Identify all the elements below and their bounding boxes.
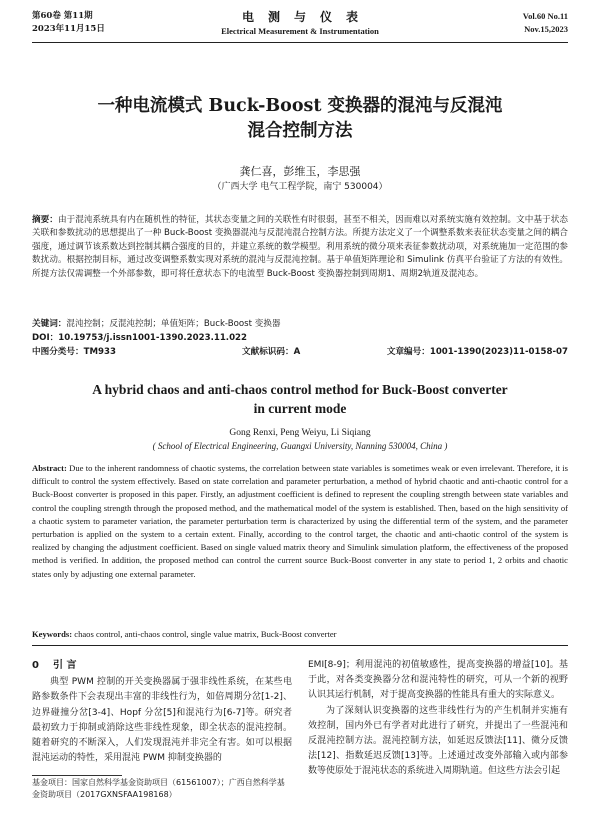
journal-name-en: Electrical Measurement & Instrumentation <box>221 26 379 36</box>
abstract-en-label: Abstract: <box>32 463 67 473</box>
section-number: 0 <box>32 660 39 671</box>
keywords-cn-label: 关键词： <box>32 319 67 329</box>
abstract-rule <box>32 645 568 646</box>
abstract-cn-text: 由于混沌系统具有内在随机性的特征，其状态变量之间的关联性有时很弱，甚至不相关，因而难以对系统实施有效控制。文中基于状态关联和参数扰动的思想提出了一种 Buck-Boost 变换器混沌与反混沌混合控制方法。所提方法定义了一个调整系数来表征状态变量之间的耦合强度，通过调节该系数达到控制其耦合强度的目的，并建立系统的数学模型。利用系统的微分项来表征参数扰动项，对系统施加一定范围的参数扰动。根据控制目标，通过改变调整系数实现对系统的混沌与反混沌控制。基于单值矩阵理论和 Simulink 仿真平台验证了方法的有效性。所提方法仅需调整一个外部参数，即可将任意状态下的电流型 Buck-Boost 变换器控制到周期1、周期2轨道及混沌态。 <box>32 215 568 279</box>
volume-en: Vol.60 No.11 <box>522 11 568 21</box>
keywords-en-label: Keywords: <box>32 629 73 639</box>
doi: DOI：10.19753/j.issn1001-1390.2023.11.022 <box>32 333 248 343</box>
keywords-cn-text: 混沌控制；反混沌控制；单值矩阵；Buck-Boost 变换器 <box>66 319 281 329</box>
paper-title-en-line2: in current mode <box>253 401 347 416</box>
header-center <box>32 10 568 38</box>
journal-name-cn: 电测与仪表 <box>241 10 372 24</box>
authors-en: Gong Renxi, Peng Weiyu, Li Siqiang <box>229 428 371 438</box>
affiliation-en: ( School of Electrical Engineering, Guangxi University, Nanning 530004, China ) <box>152 441 448 451</box>
keywords-en <box>32 628 568 641</box>
authors-block-en <box>32 426 568 453</box>
footnote-rule <box>32 775 122 776</box>
document-code: 文献标识码：A <box>242 347 301 357</box>
issue-date: 2023年11月15日 <box>32 24 105 34</box>
header-right <box>523 10 568 36</box>
funding-note: 基金项目：国家自然科学基金资助项目（61561007）；广西自然科学基金资助项目（2017GXNSFAA198168） <box>32 778 285 799</box>
body-column-left <box>32 658 292 766</box>
abstract-en-text: Due to the inherent randomness of chaotic systems, the correlation between state variables is sometimes weak or even irrelevant. Therefore, it is difficult to control the system effectively. Based on state correlation and parameter perturbation, a method of hybrid chaotic and anti-chaotic control for a Buck-Boost converter is proposed in this paper. Firstly, an adjustment coefficient is defined to represent the coupling strength between state variables and control the coupling strength through the proposed method, and the mathematical model of the system is established. Then, based on the high sensitivity of a chaotic system to parameter variation, the parameter perturbation term is characterized by using the differential term of the system, and the parameter perturbation is applied on the system to a certain extent. Finally, according to the control target, the chaotic and anti-chaotic control of the system is realized by changing the adjustment coefficient. Based on single valued matrix theory and Simulink simulation platform, the effectiveness of the proposed method is verified. In addition, the proposed method can control the current source Buck-Boost converter in any state to period 1, 2 orbits and chaotic states only by adjusting one external parameter. <box>32 463 568 579</box>
keywords-en-text: chaos control, anti-chaos control, single value matrix, Buck-Boost converter <box>72 629 337 639</box>
authors-block-cn <box>32 164 568 194</box>
abstract-en <box>32 462 568 581</box>
header-rule <box>32 42 568 43</box>
clc-code: 中图分类号：TM933 <box>32 347 116 357</box>
section-heading <box>32 658 292 673</box>
affiliation-cn: （广西大学 电气工程学院，南宁 530004） <box>212 182 388 192</box>
abstract-cn <box>32 214 568 281</box>
section-title: 引 言 <box>52 660 77 671</box>
paper-title-cn-line1: 一种电流模式 Buck-Boost 变换器的混沌与反混沌 <box>97 96 503 116</box>
authors-cn: 龚仁喜，彭维玉，李思强 <box>239 165 361 178</box>
date-en: Nov.15,2023 <box>524 24 568 34</box>
title-block-cn <box>32 94 568 144</box>
title-block-en <box>32 380 568 418</box>
keywords-cn <box>32 318 568 331</box>
paper-title-en-line1: A hybrid chaos and anti-chaos control method for Buck-Boost converter <box>92 382 508 397</box>
body-paragraph: 典型 PWM 控制的开关变换器属于强非线性系统，在某些电路参数条件下会表现出丰富的非线性行为，如倍周期分岔[1-2]、边界碰撞分岔[3-4]、Hopf 分岔[5]和混沌行为[6-7]等。研究者最初致力于抑制或消除这些非线性现象，即全状态的混沌控制。随着研究的不断深入，人们发现混沌并非完全有害。如可以根据混沌运动的特性，采用混沌 PWM 抑制变换器的 <box>32 677 292 764</box>
article-number: 文章编号：1001-1390(2023)11-0158-07 <box>386 347 568 357</box>
running-header <box>32 10 568 50</box>
body-paragraph: EMI[8-9]；利用混沌的初值敏感性，提高变换器的增益[10]。基于此，对各类变换器分岔和混沌特性的研究，可从一个新的视野认识其运行机制，对于提高变换器的性能具有重大的实际意义。 <box>308 660 568 701</box>
volume-issue: 第60卷 第11期 <box>32 11 93 21</box>
body-column-right <box>308 658 568 780</box>
abstract-cn-label: 摘要： <box>32 215 58 225</box>
body-paragraph: 为了深刻认识变换器的这些非线性行为的产生机制并实施有效控制，国内外已有学者对此进行了研究，并提出了一些混沌和反混沌控制方法。混沌控制方法，如延迟反馈法[11]、微分反馈法[12]、指数延迟反馈[13]等。上述通过改变外部输入或内部参数等使原处于混沌状态的系统进入周期轨道。但这些方法会引起 <box>308 705 568 777</box>
paper-title-cn-line2: 混合控制方法 <box>247 121 353 141</box>
